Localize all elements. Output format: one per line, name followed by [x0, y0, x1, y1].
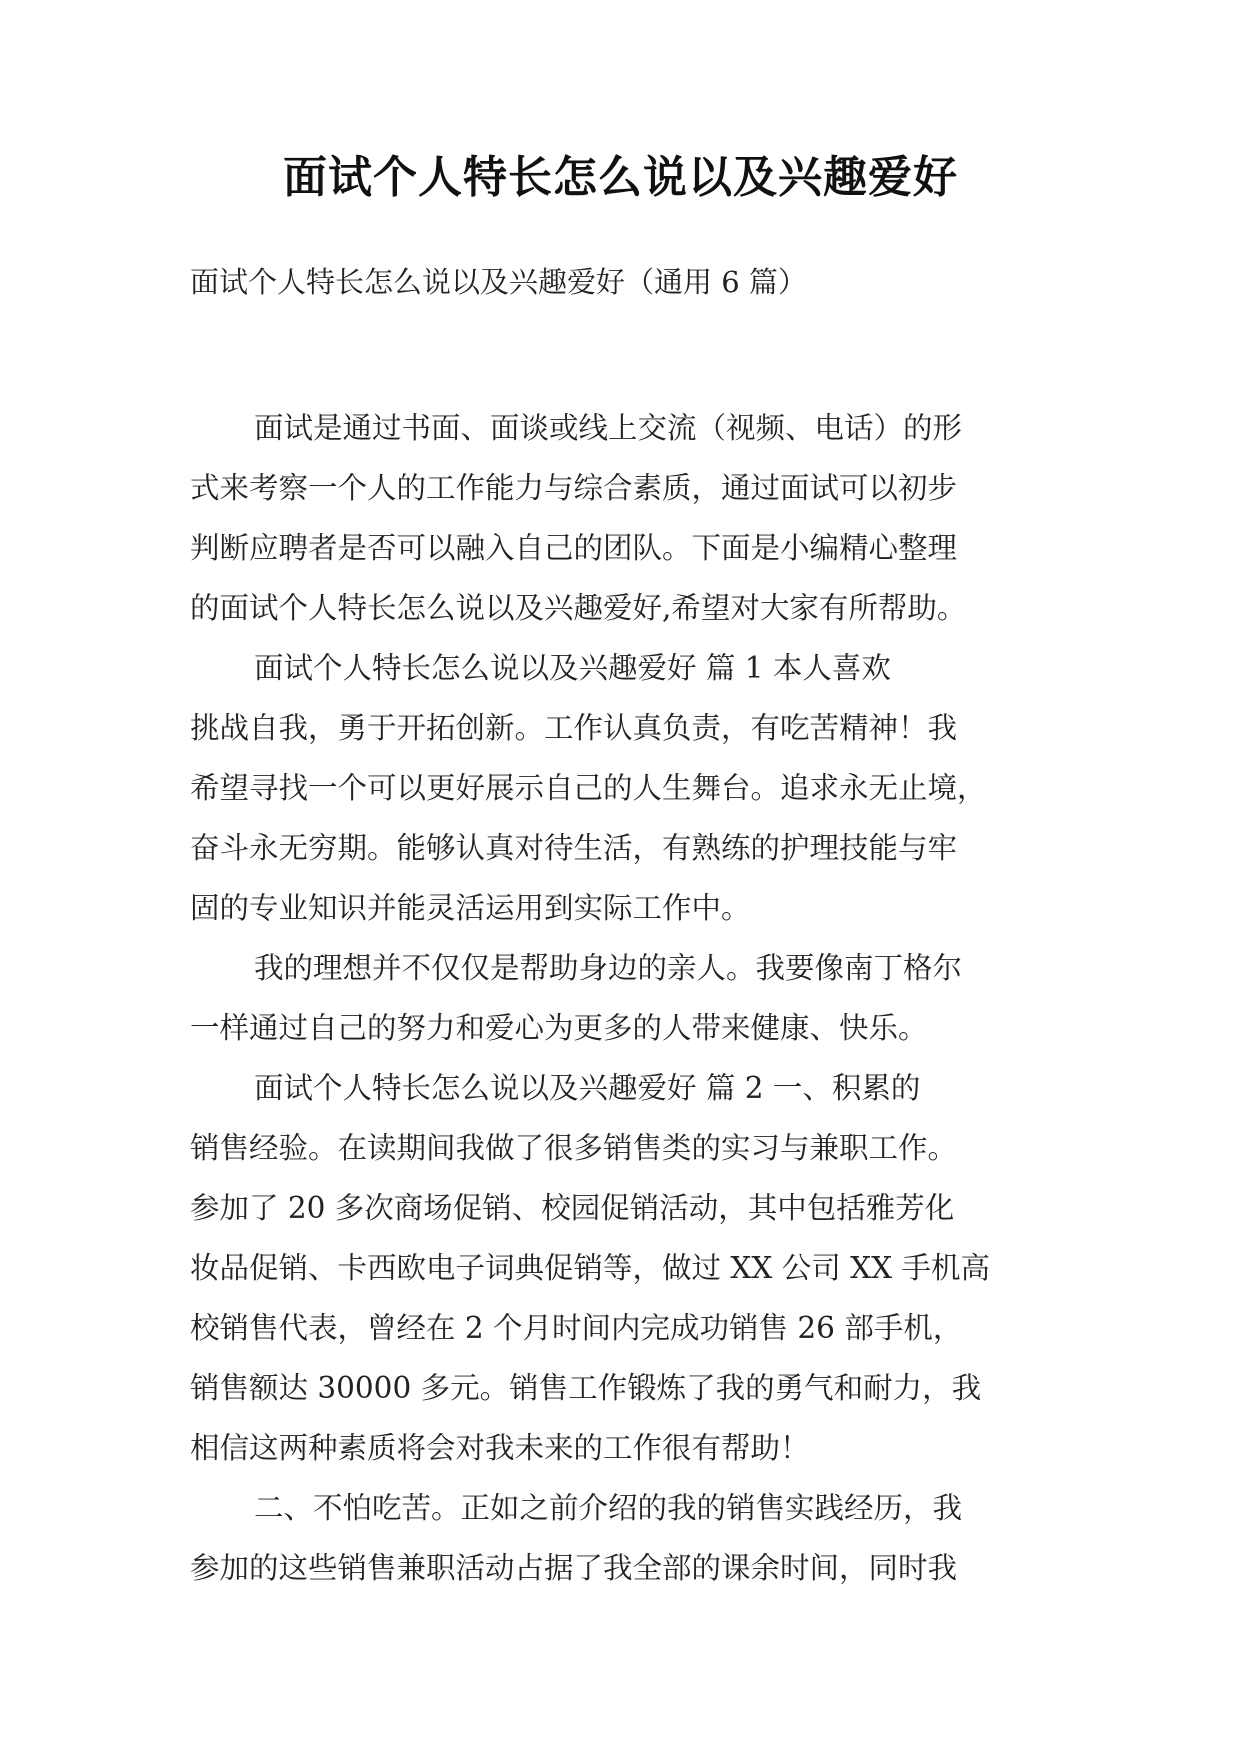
body-line: 希望寻找一个可以更好展示自己的人生舞台。追求永无止境，: [190, 771, 987, 805]
body-line: 我的理想并不仅仅是帮助身边的亲人。我要像南丁格尔: [254, 951, 963, 985]
document-title: 面试个人特长怎么说以及兴趣爱好: [283, 152, 958, 203]
body-line: 参加了 20 多次商场促销、校园促销活动，其中包括雅芳化: [190, 1191, 955, 1225]
body-line: 一样通过自己的努力和爱心为更多的人带来健康、快乐。: [190, 1011, 928, 1045]
body-line: 校销售代表，曾经在 2 个月时间内完成功销售 26 部手机，: [190, 1311, 963, 1345]
body-line: 参加的这些销售兼职活动占据了我全部的课余时间，同时我: [190, 1551, 958, 1585]
body-line: 奋斗永无穷期。能够认真对待生活，有熟练的护理技能与牢: [190, 831, 958, 865]
body-line: 式来考察一个人的工作能力与综合素质，通过面试可以初步: [190, 471, 958, 505]
body-line: 判断应聘者是否可以融入自己的团队。下面是小编精心整理: [190, 531, 958, 565]
body-line: 面试个人特长怎么说以及兴趣爱好 篇 2 一、积累的: [254, 1071, 921, 1105]
body-line: 相信这两种素质将会对我未来的工作很有帮助！: [190, 1431, 810, 1465]
body-line: 销售经验。在读期间我做了很多销售类的实习与兼职工作。: [190, 1131, 958, 1165]
document-subtitle: 面试个人特长怎么说以及兴趣爱好（通用 6 篇）: [190, 265, 807, 299]
body-line: 妆品促销、卡西欧电子词典促销等，做过 XX 公司 XX 手机高: [190, 1251, 991, 1285]
body-line: 面试个人特长怎么说以及兴趣爱好 篇 1 本人喜欢: [254, 651, 891, 685]
body-line: 销售额达 30000 多元。销售工作锻炼了我的勇气和耐力，我: [190, 1371, 982, 1405]
document-body: [190, 408, 1060, 1608]
body-line: 面试是通过书面、面谈或线上交流（视频、电话）的形: [254, 411, 963, 445]
body-line: 固的专业知识并能灵活运用到实际工作中。: [190, 891, 751, 925]
body-line: 的面试个人特长怎么说以及兴趣爱好,希望对大家有所帮助。: [190, 591, 967, 625]
body-line: 二、不怕吃苦。正如之前介绍的我的销售实践经历，我: [254, 1491, 963, 1525]
body-line: 挑战自我，勇于开拓创新。工作认真负责，有吃苦精神！我: [190, 711, 958, 745]
